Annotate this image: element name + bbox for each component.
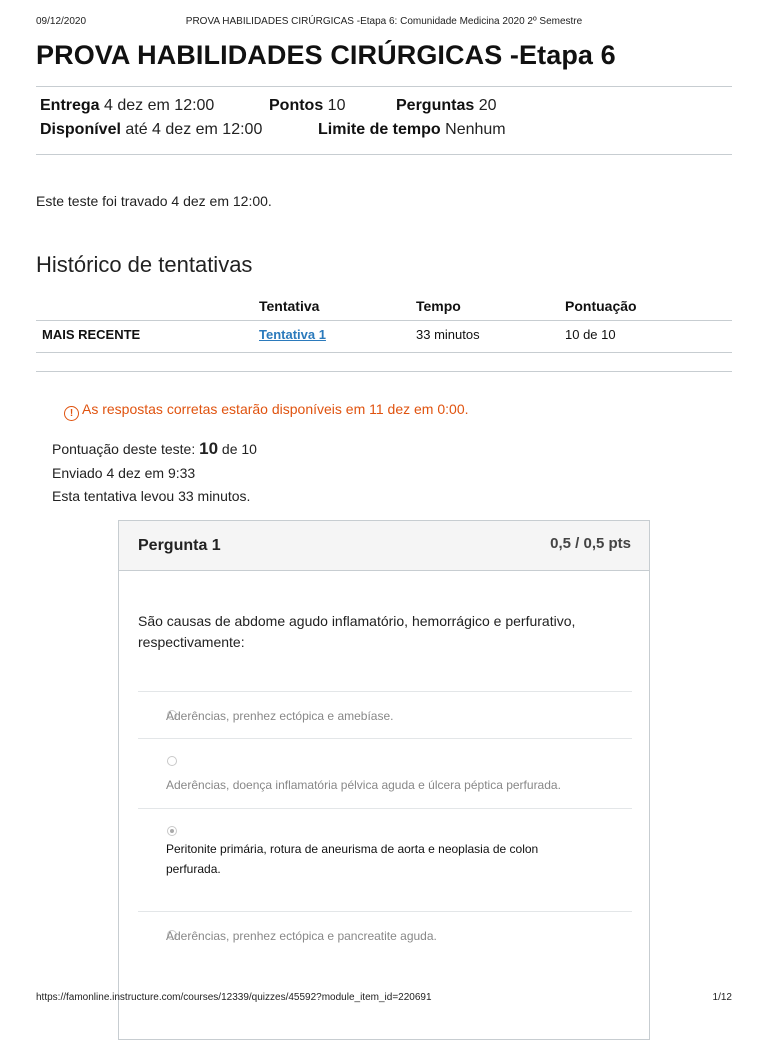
meta-entrega (40, 97, 214, 115)
divider (36, 371, 732, 372)
answers-availability-warning (64, 401, 469, 421)
meta-label: Limite de tempo (318, 121, 441, 138)
table-row (36, 320, 732, 353)
page-title: PROVA HABILIDADES CIRÚRGICAS -Etapa 6 (36, 40, 616, 70)
print-footer (36, 992, 732, 1006)
attempt-score: 10 de 10 (565, 327, 616, 342)
question-title: Pergunta 1 (138, 537, 221, 554)
warning-text: As respostas corretas estarão disponíveis em 11 dez em 0:00. (82, 401, 469, 417)
print-date: 09/12/2020 (36, 16, 87, 27)
answer-text: Aderências, doença inflamatória pélvica aguda e úlcera péptica perfurada. (166, 778, 561, 792)
meta-label: Disponível (40, 121, 121, 138)
meta-value: 10 (327, 97, 346, 114)
history-table-header (36, 297, 732, 319)
divider (36, 86, 732, 87)
column-header-pontuacao: Pontuação (565, 298, 637, 314)
submitted-info: Enviado 4 dez em 9:33 (52, 465, 196, 481)
attempt-history-title: Histórico de tentativas (36, 252, 253, 277)
attempt-time: 33 minutos (416, 327, 480, 342)
duration-info: Esta tentativa levou 33 minutos. (52, 488, 251, 504)
meta-value: 4 dez em 12:00 (104, 97, 215, 114)
question-card (118, 520, 650, 1040)
question-text: São causas de abdome agudo inflamatório, hemorrágico e perfurativo, respectivamente: (138, 613, 576, 650)
meta-value: 20 (478, 97, 497, 114)
meta-label: Entrega (40, 97, 100, 114)
question-points: 0,5 / 0,5 pts (550, 535, 631, 552)
radio-button-selected[interactable] (167, 826, 177, 836)
meta-label: Perguntas (396, 97, 475, 114)
score-total: de 10 (221, 441, 257, 457)
column-header-tentativa: Tentativa (259, 298, 320, 314)
print-header (36, 16, 732, 30)
score-label: Pontuação deste teste: (52, 441, 196, 457)
answer-option[interactable] (138, 911, 632, 962)
score-summary (52, 439, 257, 459)
alert-circle-icon: ! (64, 406, 79, 421)
answer-text: Aderências, prenhez ectópica e amebíase. (166, 709, 394, 723)
page-number: 1/12 (712, 992, 732, 1003)
answer-option[interactable] (138, 691, 632, 738)
print-url: https://famonline.instructure.com/courses/12339/quizzes/45592?module_item_id=220691 (36, 992, 432, 1003)
meta-value: Nenhum (445, 121, 506, 138)
print-document-title: PROVA HABILIDADES CIRÚRGICAS -Etapa 6: Comunidade Medicina 2020 2º Semestre (185, 16, 583, 27)
attempt-link[interactable]: Tentativa 1 (259, 327, 326, 342)
meta-limite-de-tempo (318, 121, 506, 139)
answer-text: Peritonite primária, rotura de aneurisma de aorta e neoplasia de colon perfurada. (166, 842, 539, 876)
column-header-tempo: Tempo (416, 298, 461, 314)
answer-option[interactable] (138, 738, 632, 809)
meta-label: Pontos (269, 97, 324, 114)
question-header (119, 521, 649, 571)
answer-option-selected[interactable] (138, 808, 632, 912)
divider (36, 154, 732, 155)
meta-disponivel (40, 121, 262, 139)
locked-message: Este teste foi travado 4 dez em 12:00. (36, 193, 272, 209)
row-label: MAIS RECENTE (42, 327, 141, 342)
answer-text: Aderências, prenhez ectópica e pancreatite aguda. (166, 929, 437, 943)
radio-button[interactable] (167, 756, 177, 766)
meta-value: até 4 dez em 12:00 (125, 121, 263, 138)
score-value: 10 (199, 439, 219, 458)
meta-perguntas (396, 97, 497, 115)
meta-pontos (269, 97, 345, 115)
